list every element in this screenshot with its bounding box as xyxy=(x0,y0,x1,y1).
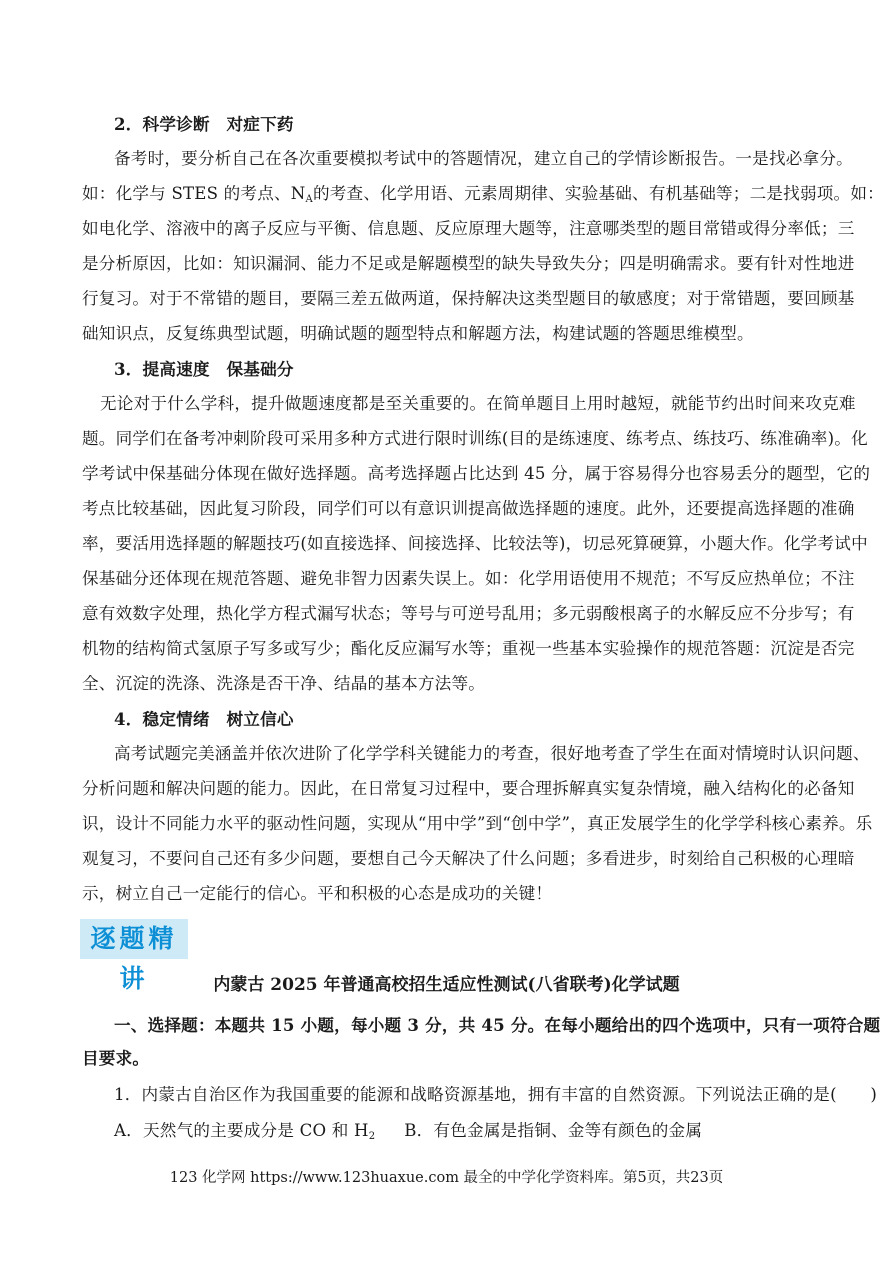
paragraph-line: 题。同学们在备考冲刺阶段可采用多种方式进行限时训练(目的是练速度、练考点、练技巧、练准确率)。化 xyxy=(82,429,868,448)
paragraph-line: 是分析原因，比如：知识漏洞、能力不足或是解题模型的缺失导致失分；四是明确需求。要有针对性地进 xyxy=(82,254,855,273)
section-2-heading: 2．科学诊断 对症下药 xyxy=(114,114,294,134)
paragraph-line: 行复习。对于不常错的题目，要隔三差五做两道，保持解决这类型题目的敏感度；对于常错题，要回顾基 xyxy=(82,289,855,308)
paragraph-line: 识，设计不同能力水平的驱动性问题，实现从“用中学”到“创中学”，真正发展学生的化学学科核心素养。乐 xyxy=(82,814,873,833)
paragraph-line: 础知识点，反复练典型试题，明确试题的题型特点和解题方法，构建试题的答题思维模型。 xyxy=(82,324,754,343)
paragraph-line: 全、沉淀的洗涤、洗涤是否干净、结晶的基本方法等。 xyxy=(82,674,486,693)
paragraph-line: 如电化学、溶液中的离子反应与平衡、信息题、反应原理大题等，注意哪类型的题目常错或得分率低；三 xyxy=(82,219,855,238)
option-a: A．天然气的主要成分是 CO 和 $H_2$ xyxy=(114,1121,376,1142)
page-footer: 123 化学网 https://www.123huaxue.com 最全的中学化学资料库。第5页，共23页 xyxy=(169,1170,724,1186)
paragraph-line: 保基础分还体现在规范答题、避免非智力因素失误上。如：化学用语使用不规范；不写反应热单位；不注 xyxy=(82,569,855,588)
part-1-instructions-cont: 目要求。 xyxy=(82,1048,150,1068)
question-1-options xyxy=(114,1120,814,1148)
paragraph-line: 率，要活用选择题的解题技巧(如直接选择、间接选择、比较法等)，切忌死算硬算，小题大作。化学考试中 xyxy=(82,534,868,553)
option-b: B．有色金属是指铜、金等有颜色的金属 xyxy=(404,1121,703,1140)
paragraph-line: 分析问题和解决问题的能力。因此，在日常复习过程中，要合理拆解真实复杂情境，融入结构化的必备知 xyxy=(82,779,855,798)
question-1-stem: 1．内蒙古自治区作为我国重要的能源和战略资源基地，拥有丰富的自然资源。下列说法正确的是( ) xyxy=(114,1085,878,1104)
paragraph-line: 备考时，要分析自己在各次重要模拟考试中的答题情况，建立自己的学情诊断报告。一是找必拿分。 xyxy=(114,149,853,168)
paragraph-line: 无论对于什么学科，提升做题速度都是至关重要的。在简单题目上用时越短，就能节约出时间来攻克难 xyxy=(100,394,856,413)
paragraph-line: 示，树立自己一定能行的信心。平和积极的心态是成功的关键！ xyxy=(82,884,553,903)
part-1-instructions: 一、选择题：本题共 15 小题，每小题 3 分，共 45 分。在每小题给出的四个选项中，只有一项符合题 xyxy=(114,1015,881,1035)
paragraph-line: 意有效数字处理，热化学方程式漏写状态；等号与可逆号乱用；多元弱酸根离子的水解反应不分步写；有 xyxy=(82,604,855,623)
paragraph-line: 考点比较基础，因此复习阶段，同学们可以有意识训提高做选择题的速度。此外，还要提高选择题的准确 xyxy=(82,499,855,518)
section-4-heading: 4．稳定情绪 树立信心 xyxy=(114,709,294,729)
section-banner: 逐题精讲 xyxy=(80,919,188,959)
paragraph-line: 机物的结构简式氢原子写多或写少；酯化反应漏写水等；重视一些基本实验操作的规范答题：沉淀是否完 xyxy=(82,639,855,658)
section-3-heading: 3．提高速度 保基础分 xyxy=(114,359,294,379)
paragraph-line: 高考试题完美涵盖并依次进阶了化学学科关键能力的考查，很好地考查了学生在面对情境时认识问题、 xyxy=(114,744,870,763)
exam-title: 内蒙古 2025 年普通高校招生适应性测试(八省联考)化学试题 xyxy=(213,975,680,995)
paragraph-line: 观复习，不要问自己还有多少问题，要想自己今天解决了什么问题；多看进步，时刻给自己积极的心理暗 xyxy=(82,849,855,868)
paragraph-line: 学考试中保基础分体现在做好选择题。高考选择题占比达到 45 分，属于容易得分也容易丢分的题型，它的 xyxy=(82,464,871,483)
paragraph-line: 如：化学与 STES 的考点、$N_A$的考查、化学用语、元素周期律、实验基础、有机基础等；二是找弱项。如： xyxy=(82,184,884,205)
